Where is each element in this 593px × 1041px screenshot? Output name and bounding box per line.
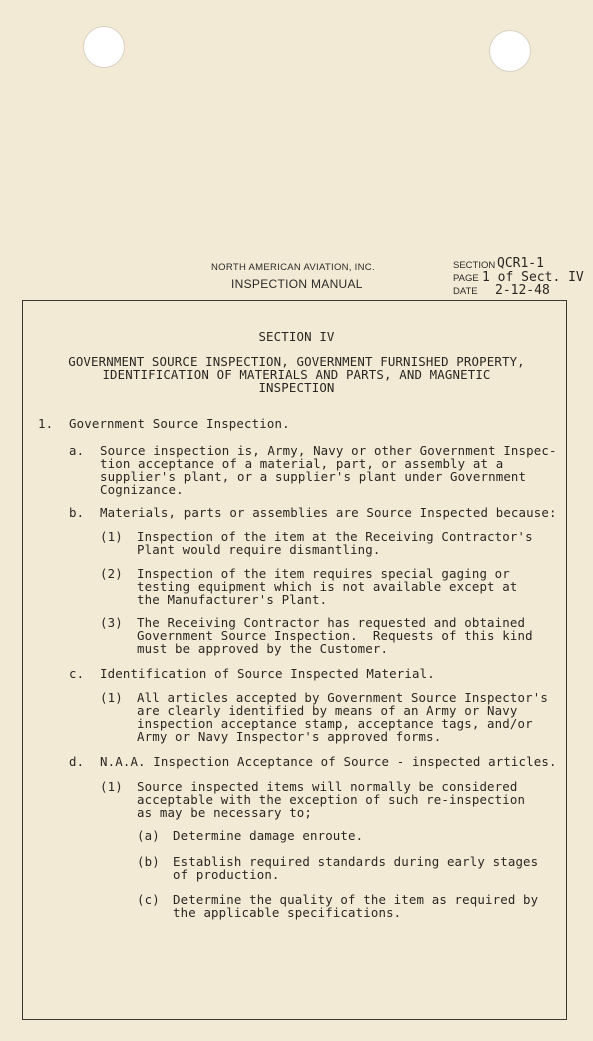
para-d-label: d. bbox=[69, 754, 85, 769]
d-1-number: (1) bbox=[100, 779, 123, 794]
d-1-a-number: (a) bbox=[137, 828, 160, 843]
d-1-line: as may be necessary to; bbox=[137, 805, 313, 820]
b-3-line: Government Source Inspection. Requests of this kind bbox=[137, 628, 533, 643]
b-1-line: Inspection of the item at the Receiving Contractor's bbox=[137, 529, 533, 544]
page-value: 1 of Sect. IV bbox=[482, 270, 584, 285]
para-a-line: Source inspection is, Army, Navy or other Government Inspec- bbox=[100, 443, 557, 458]
heading-line-1: GOVERNMENT SOURCE INSPECTION, GOVERNMENT FURNISHED PROPERTY, bbox=[68, 354, 525, 369]
section-label: SECTION bbox=[453, 260, 496, 271]
section-title: SECTION IV bbox=[258, 329, 335, 344]
d-1-b-line: of production. bbox=[173, 867, 280, 882]
d-1-a-line: Determine damage enroute. bbox=[173, 828, 364, 843]
c-1-line: Army or Navy Inspector's approved forms. bbox=[137, 729, 442, 744]
para-a-label: a. bbox=[69, 443, 85, 458]
para-c-title: Identification of Source Inspected Material. bbox=[100, 666, 435, 681]
d-1-c-line: Determine the quality of the item as required by bbox=[173, 892, 539, 907]
d-1-c-number: (c) bbox=[137, 892, 160, 907]
b-1-number: (1) bbox=[100, 529, 123, 544]
section-value: QCR1-1 bbox=[497, 256, 544, 271]
item-1-number: 1. bbox=[38, 416, 54, 431]
b-3-line: must be approved by the Customer. bbox=[137, 641, 389, 656]
b-2-line: testing equipment which is not available except at bbox=[137, 579, 518, 594]
c-1-line: All articles accepted by Government Source Inspector's bbox=[137, 690, 548, 705]
b-3-number: (3) bbox=[100, 615, 123, 630]
c-1-line: inspection acceptance stamp, acceptance tags, and/or bbox=[137, 716, 533, 731]
para-a-line: Cognizance. bbox=[100, 482, 184, 497]
para-d-title: N.A.A. Inspection Acceptance of Source - inspected articles. bbox=[100, 754, 557, 769]
para-c-label: c. bbox=[69, 666, 85, 681]
para-b-title: Materials, parts or assemblies are Source Inspected because: bbox=[100, 505, 557, 520]
b-2-line: the Manufacturer's Plant. bbox=[137, 592, 328, 607]
page-label: PAGE bbox=[453, 273, 479, 284]
d-1-b-number: (b) bbox=[137, 854, 160, 869]
item-1-title: Government Source Inspection. bbox=[69, 416, 290, 431]
b-2-line: Inspection of the item requires special gaging or bbox=[137, 566, 510, 581]
c-1-number: (1) bbox=[100, 690, 123, 705]
d-1-line: Source inspected items will normally be considered bbox=[137, 779, 518, 794]
para-a-line: tion acceptance of a material, part, or assembly at a bbox=[100, 456, 504, 471]
heading-line-3: INSPECTION bbox=[258, 380, 335, 395]
date-label: DATE bbox=[453, 286, 478, 297]
b-1-line: Plant would require dismantling. bbox=[137, 542, 381, 557]
c-1-line: are clearly identified by means of an Army or Navy bbox=[137, 703, 518, 718]
punch-hole-right bbox=[489, 30, 531, 72]
b-3-line: The Receiving Contractor has requested and obtained bbox=[137, 615, 526, 630]
d-1-line: acceptable with the exception of such re-inspection bbox=[137, 792, 526, 807]
date-value: 2-12-48 bbox=[495, 283, 550, 298]
b-2-number: (2) bbox=[100, 566, 123, 581]
company-name: NORTH AMERICAN AVIATION, INC. bbox=[211, 262, 375, 273]
d-1-b-line: Establish required standards during early stages bbox=[173, 854, 539, 869]
d-1-c-line: the applicable specifications. bbox=[173, 905, 402, 920]
punch-hole-left bbox=[83, 26, 125, 68]
para-a-line: supplier's plant, or a supplier's plant under Government bbox=[100, 469, 527, 484]
para-b-label: b. bbox=[69, 505, 85, 520]
heading-line-2: IDENTIFICATION OF MATERIALS AND PARTS, AND MAGNETIC bbox=[102, 367, 491, 382]
manual-title: INSPECTION MANUAL bbox=[231, 277, 363, 291]
